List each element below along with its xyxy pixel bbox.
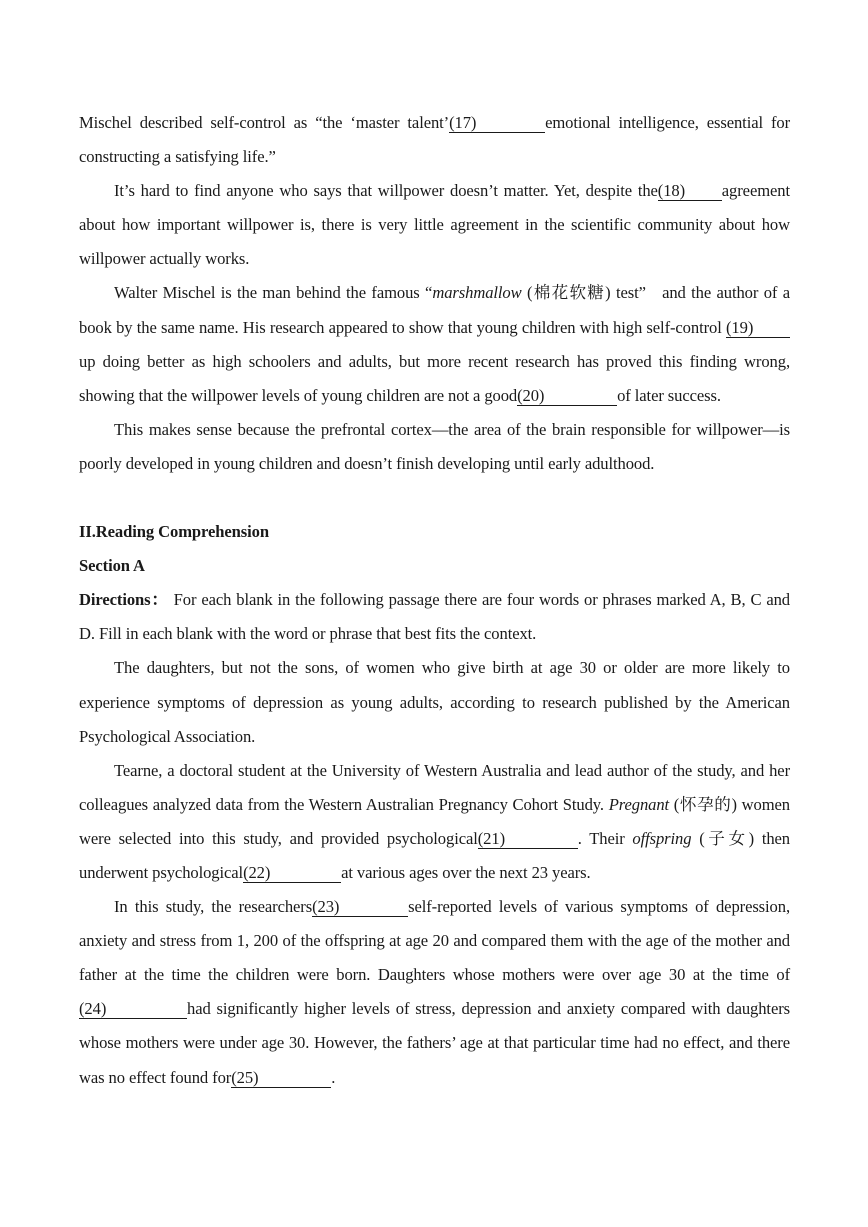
text-segment: Walter Mischel is the man behind the famous “ [114,283,433,303]
text-segment: In this study, the researchers [114,897,313,917]
blank-19[interactable]: (19) [726,319,790,338]
blank-22[interactable]: (22) [243,864,341,883]
text-segment: . [331,1067,336,1087]
text-segment: (怀孕的) women were selected into this study, and provided psychological [79,794,791,848]
text-segment: Mischel described self-control as “the ‘master talent’ [79,113,450,132]
blank-25[interactable]: (25) [231,1069,331,1088]
text-segment: Tearne, a doctoral student at the University of Western Australia and lead author of the study, and her colleagues analyzed data from the Western Australian Pregnancy Cohort Study. [79,760,790,814]
section-heading: II.Reading Comprehension [79,522,270,542]
blank-23[interactable]: (23) [312,898,408,917]
paragraph-23-25 [79,890,790,1095]
text-segment: (棉花软糖) test” and the author of a book by the same name. His research appeared to show that young children with high self-control [79,283,790,337]
paragraph-daughters: The daughters, but not the sons, of women who give birth at age 30 or older are more likely to experience symptoms of depression as young adults, according to research published by the American Psychological Association. [79,658,790,746]
italic-term: marshmallow [432,283,522,303]
section-gap [79,481,790,515]
blank-20[interactable]: (20) [517,387,617,406]
directions-text: For each blank in the following passage there are four words or phrases marked A, B, C and D. Fill in each blank with the word or phrase that best fits the context. [79,590,790,644]
section-subheading: Section A [79,556,145,576]
text-segment: emotional intelligence, essential for constructing a satisfying life.” [79,113,790,167]
blank-21[interactable]: (21) [478,830,578,849]
blank-24[interactable]: (24) [79,1000,187,1019]
text-segment: (子女) then underwent psychological [79,828,790,882]
paragraph-prefrontal: This makes sense because the prefrontal cortex—the area of the brain responsible for willpower—is poorly developed in young children and doesn’t finish developing until early adulthood. [79,419,790,473]
paragraph-21-22 [79,754,790,890]
directions-paragraph [79,583,790,651]
text-segment: up doing better as high schoolers and adults, but more recent research has proved this finding wrong, showing that the willpower levels of young children are not a good [79,351,790,405]
paragraph-18 [79,174,790,276]
text-segment: at various ages over the next 23 years. [341,862,591,882]
blank-18[interactable]: (18) [658,182,722,201]
text-segment: It’s hard to find anyone who says that willpower doesn’t matter. Yet, despite the [114,181,658,201]
italic-term: Pregnant [608,794,670,814]
text-segment: of later success. [617,385,721,405]
text-segment: had significantly higher levels of stress, depression and anxiety compared with daughters whose mothers were under age 30. However, the fathers’ age at that particular time had no effect, and there was no effect found for [79,999,790,1087]
document-page [79,106,790,1095]
paragraph-17 [79,106,790,174]
text-segment: agreement about how important willpower is, there is very little agreement in the scientific community about how willpower actually works. [79,181,790,269]
text-segment: . Their [577,828,633,848]
paragraph-19-20 [79,276,790,412]
italic-term: offspring [632,828,692,848]
text-segment: self-reported levels of various symptoms of depression, anxiety and stress from 1, 200 of the offspring at age 20 and compared them with the age of the mother and father at the time the children were born. Daughters whose mothers were over age 30 at the time of [79,897,790,985]
blank-17[interactable]: (17) [449,114,545,133]
directions-label: Directions： [79,590,169,610]
